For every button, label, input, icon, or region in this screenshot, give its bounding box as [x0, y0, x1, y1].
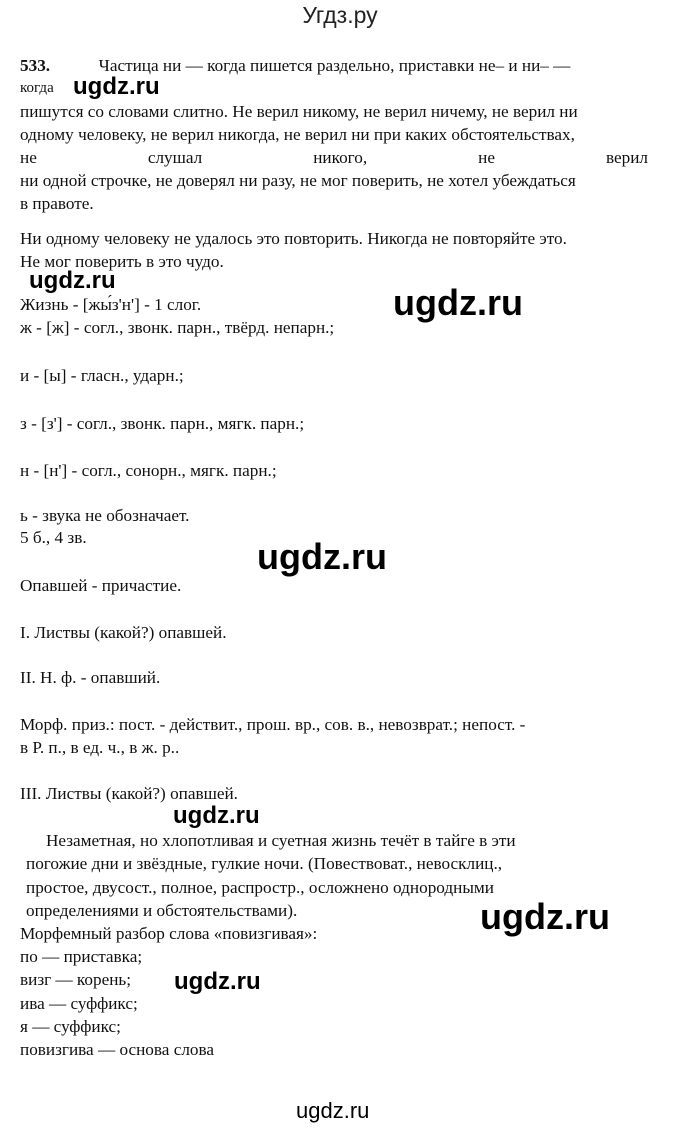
morphemic-item: по — приставка; [20, 947, 143, 966]
morph-head: Опавшей - причастие. [20, 576, 182, 595]
phonetic-item: з - [з'] - согл., звонк. парн., мягк. парн.; [20, 414, 305, 433]
morph-item: Морф. приз.: пост. - действит., прош. вр., сов. в., невозврат.; непост. - [20, 715, 526, 734]
word: слушал [147, 148, 203, 167]
phonetic-item: и - [ы] - гласн., ударн.; [20, 366, 184, 385]
exercise-text: одному человеку, не верил никогда, не верил ни при каких обстоятельствах, [20, 125, 575, 144]
exercise-text: пишутся со словами слитно. Не верил никому, не верил ничему, не верил ни [20, 102, 578, 121]
exercise-text: Частица ни — когда пишется раздельно, приставки не– и ни– — [98, 56, 571, 75]
phonetic-item: ж - [ж] - согл., звонк. парн., твёрд. непарн.; [20, 318, 335, 337]
word: не [478, 148, 495, 167]
word: верил [605, 148, 648, 167]
morphemic-item: я — суффикс; [20, 1017, 121, 1036]
watermark: ugdz.ru [173, 802, 260, 829]
morphemic-item: визг — корень; [20, 970, 132, 989]
sentence-line: определениями и обстоятельствами). [26, 901, 298, 920]
watermark: ugdz.ru [257, 536, 387, 577]
phonetic-head: Жизнь - [жы́з'н'] - 1 слог. [20, 295, 202, 314]
exercise-text: Не мог поверить в это чудо. [20, 252, 224, 271]
morph-item: II. Н. ф. - опавший. [20, 668, 161, 687]
phonetic-item: н - [н'] - согл., сонорн., мягк. парн.; [20, 461, 277, 480]
word: не [20, 148, 37, 167]
watermark: ugdz.ru [73, 73, 160, 100]
watermark: ugdz.ru [29, 267, 116, 294]
sentence-line: простое, двусост., полное, распростр., осложнено однородными [26, 878, 494, 897]
morphemic-item: повизгива — основа слова [20, 1040, 215, 1059]
morph-item: I. Листвы (какой?) опавшей. [20, 623, 227, 642]
exercise-text: ни одной строчке, не доверял ни разу, не мог поверить, не хотел убеждаться [20, 171, 576, 190]
exercise-text: в правоте. [20, 194, 94, 213]
sentence-line: погожие дни и звёздные, гулкие ночи. (Повествоват., невосклиц., [26, 854, 503, 873]
watermark: ugdz.ru [393, 282, 523, 323]
morph-item: в Р. п., в ед. ч., в ж. р.. [20, 738, 180, 757]
phonetic-summary: 5 б., 4 зв. [20, 528, 87, 547]
morphemic-head: Морфемный разбор слова «повизгивая»: [20, 924, 318, 943]
morphemic-item: ива — суффикс; [20, 994, 138, 1013]
footer-watermark: ugdz.ru [296, 1098, 370, 1123]
watermark: ugdz.ru [174, 968, 261, 995]
exercise-text: Ни одному человеку не удалось это повторить. Никогда не повторяйте это. [20, 229, 567, 248]
sentence-line: Незаметная, но хлопотливая и суетная жизнь течёт в тайге в эти [46, 831, 516, 850]
exercise-spread-line [20, 147, 648, 168]
morph-item: III. Листвы (какой?) опавшей. [20, 784, 238, 803]
exercise-number: 533. [20, 56, 51, 75]
phonetic-item: ь - звука не обозначает. [20, 506, 190, 525]
watermark: ugdz.ru [480, 896, 610, 937]
site-title: Угдз.ру [302, 2, 378, 28]
exercise-text: когда [20, 80, 54, 96]
word: никого, [313, 148, 368, 167]
